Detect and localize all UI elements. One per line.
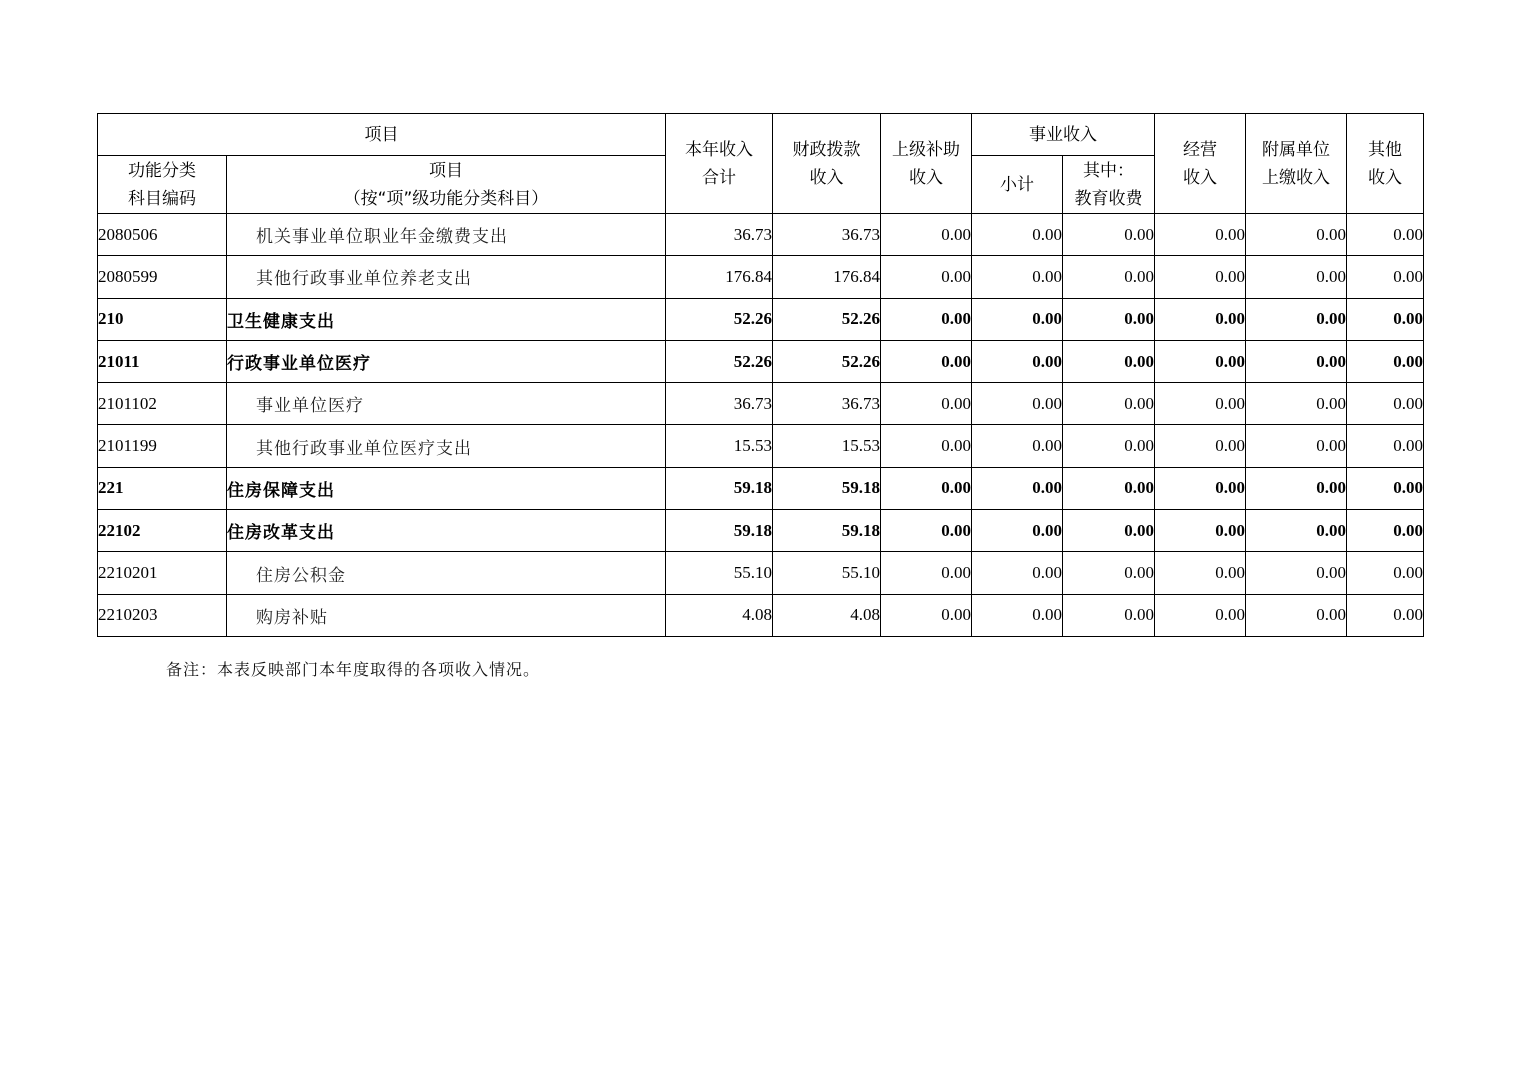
- cell-subsidy: 0.00: [881, 340, 972, 382]
- cell-total: 36.73: [666, 214, 773, 256]
- cell-affiliated: 0.00: [1246, 214, 1347, 256]
- cell-code: 221: [98, 467, 227, 509]
- header-edu: [1063, 156, 1155, 214]
- cell-affiliated: 0.00: [1246, 467, 1347, 509]
- header-career: 事业收入: [972, 114, 1155, 156]
- cell-name: 卫生健康支出: [227, 298, 666, 340]
- cell-fiscal: 176.84: [773, 256, 881, 298]
- table-row: [98, 510, 1424, 552]
- header-total: [666, 114, 773, 214]
- cell-total: 52.26: [666, 298, 773, 340]
- header-fiscal-line1: 财政拨款: [792, 139, 861, 160]
- cell-edu: 0.00: [1063, 298, 1155, 340]
- cell-other: 0.00: [1347, 425, 1424, 467]
- table-row: [98, 552, 1424, 594]
- cell-name: 住房保障支出: [227, 467, 666, 509]
- cell-subtotal: 0.00: [972, 256, 1063, 298]
- cell-total: 176.84: [666, 256, 773, 298]
- cell-other: 0.00: [1347, 298, 1424, 340]
- table-row: [98, 256, 1424, 298]
- cell-subtotal: 0.00: [972, 340, 1063, 382]
- cell-edu: 0.00: [1063, 552, 1155, 594]
- header-total-line1: 本年收入: [685, 139, 753, 160]
- header-name-line2: （按“项”级功能分类科目）: [343, 188, 549, 209]
- cell-edu: 0.00: [1063, 467, 1155, 509]
- cell-code: 2080599: [98, 256, 227, 298]
- cell-subsidy: 0.00: [881, 214, 972, 256]
- header-affiliated: [1246, 114, 1347, 214]
- cell-subsidy: 0.00: [881, 552, 972, 594]
- cell-name: 行政事业单位医疗: [227, 340, 666, 382]
- cell-other: 0.00: [1347, 256, 1424, 298]
- cell-code: 2210203: [98, 594, 227, 636]
- header-other-line1: 其他: [1368, 139, 1402, 160]
- cell-subsidy: 0.00: [881, 510, 972, 552]
- cell-fiscal: 52.26: [773, 298, 881, 340]
- cell-affiliated: 0.00: [1246, 340, 1347, 382]
- cell-name: 住房改革支出: [227, 510, 666, 552]
- header-name: [227, 156, 666, 214]
- cell-edu: 0.00: [1063, 594, 1155, 636]
- cell-fiscal: 59.18: [773, 467, 881, 509]
- cell-code: 2080506: [98, 214, 227, 256]
- header-affiliated-line1: 附属单位: [1262, 139, 1330, 160]
- cell-subsidy: 0.00: [881, 467, 972, 509]
- cell-code: 22102: [98, 510, 227, 552]
- cell-business: 0.00: [1155, 340, 1246, 382]
- header-edu-line1: 其中：: [1083, 160, 1134, 181]
- cell-subtotal: 0.00: [972, 214, 1063, 256]
- cell-total: 4.08: [666, 594, 773, 636]
- cell-name: 购房补贴: [227, 594, 666, 636]
- table-row: [98, 214, 1424, 256]
- cell-other: 0.00: [1347, 340, 1424, 382]
- cell-total: 55.10: [666, 552, 773, 594]
- header-subtotal: 小计: [972, 156, 1063, 214]
- cell-subtotal: 0.00: [972, 383, 1063, 425]
- cell-business: 0.00: [1155, 214, 1246, 256]
- cell-subtotal: 0.00: [972, 467, 1063, 509]
- cell-business: 0.00: [1155, 552, 1246, 594]
- header-name-line1: 项目: [429, 160, 463, 181]
- cell-subsidy: 0.00: [881, 383, 972, 425]
- cell-name: 其他行政事业单位医疗支出: [227, 425, 666, 467]
- cell-subtotal: 0.00: [972, 425, 1063, 467]
- table-row: [98, 425, 1424, 467]
- cell-code: 2210201: [98, 552, 227, 594]
- cell-total: 59.18: [666, 510, 773, 552]
- cell-subtotal: 0.00: [972, 510, 1063, 552]
- cell-name: 事业单位医疗: [227, 383, 666, 425]
- cell-business: 0.00: [1155, 594, 1246, 636]
- cell-fiscal: 36.73: [773, 214, 881, 256]
- cell-other: 0.00: [1347, 552, 1424, 594]
- cell-affiliated: 0.00: [1246, 298, 1347, 340]
- header-other: [1347, 114, 1424, 214]
- cell-name: 机关事业单位职业年金缴费支出: [227, 214, 666, 256]
- header-code-line1: 功能分类: [128, 160, 196, 181]
- header-fiscal: [773, 114, 881, 214]
- cell-affiliated: 0.00: [1246, 425, 1347, 467]
- header-subsidy-line2: 收入: [909, 167, 943, 188]
- cell-total: 36.73: [666, 383, 773, 425]
- cell-business: 0.00: [1155, 383, 1246, 425]
- cell-affiliated: 0.00: [1246, 256, 1347, 298]
- cell-total: 59.18: [666, 467, 773, 509]
- cell-name: 住房公积金: [227, 552, 666, 594]
- cell-affiliated: 0.00: [1246, 594, 1347, 636]
- cell-edu: 0.00: [1063, 383, 1155, 425]
- cell-business: 0.00: [1155, 256, 1246, 298]
- header-code: [98, 156, 227, 214]
- cell-subsidy: 0.00: [881, 594, 972, 636]
- cell-fiscal: 52.26: [773, 340, 881, 382]
- cell-code: 2101102: [98, 383, 227, 425]
- header-business-line2: 收入: [1183, 167, 1217, 188]
- income-table: [97, 113, 1424, 637]
- header-total-line2: 合计: [702, 167, 736, 188]
- cell-subsidy: 0.00: [881, 425, 972, 467]
- cell-code: 21011: [98, 340, 227, 382]
- cell-subtotal: 0.00: [972, 298, 1063, 340]
- table-row: [98, 594, 1424, 636]
- cell-subtotal: 0.00: [972, 594, 1063, 636]
- header-other-line2: 收入: [1368, 167, 1402, 188]
- cell-name: 其他行政事业单位养老支出: [227, 256, 666, 298]
- cell-business: 0.00: [1155, 467, 1246, 509]
- cell-fiscal: 59.18: [773, 510, 881, 552]
- table-row: [98, 383, 1424, 425]
- header-subsidy-line1: 上级补助: [892, 139, 960, 160]
- table-row: [98, 298, 1424, 340]
- header-affiliated-line2: 上缴收入: [1262, 167, 1330, 188]
- cell-edu: 0.00: [1063, 256, 1155, 298]
- cell-total: 15.53: [666, 425, 773, 467]
- cell-business: 0.00: [1155, 510, 1246, 552]
- cell-affiliated: 0.00: [1246, 510, 1347, 552]
- header-edu-line2: 教育收费: [1074, 188, 1143, 209]
- cell-other: 0.00: [1347, 467, 1424, 509]
- cell-other: 0.00: [1347, 214, 1424, 256]
- cell-fiscal: 36.73: [773, 383, 881, 425]
- cell-business: 0.00: [1155, 298, 1246, 340]
- cell-edu: 0.00: [1063, 214, 1155, 256]
- header-code-line2: 科目编码: [128, 188, 196, 209]
- table-body: [98, 214, 1424, 637]
- cell-subtotal: 0.00: [972, 552, 1063, 594]
- cell-other: 0.00: [1347, 510, 1424, 552]
- cell-business: 0.00: [1155, 425, 1246, 467]
- table-header: [98, 114, 1424, 214]
- table-row: [98, 340, 1424, 382]
- table-note: 备注：本表反映部门本年度取得的各项收入情况。: [166, 660, 541, 679]
- cell-edu: 0.00: [1063, 510, 1155, 552]
- header-fiscal-line2: 收入: [809, 167, 844, 188]
- cell-subsidy: 0.00: [881, 298, 972, 340]
- header-business: [1155, 114, 1246, 214]
- cell-total: 52.26: [666, 340, 773, 382]
- cell-fiscal: 4.08: [773, 594, 881, 636]
- cell-edu: 0.00: [1063, 425, 1155, 467]
- cell-code: 2101199: [98, 425, 227, 467]
- cell-edu: 0.00: [1063, 340, 1155, 382]
- cell-fiscal: 55.10: [773, 552, 881, 594]
- header-project: 项目: [98, 114, 666, 156]
- cell-other: 0.00: [1347, 383, 1424, 425]
- cell-affiliated: 0.00: [1246, 552, 1347, 594]
- table-row: [98, 467, 1424, 509]
- header-business-line1: 经营: [1183, 139, 1217, 160]
- cell-fiscal: 15.53: [773, 425, 881, 467]
- cell-other: 0.00: [1347, 594, 1424, 636]
- cell-subsidy: 0.00: [881, 256, 972, 298]
- cell-code: 210: [98, 298, 227, 340]
- header-subsidy: [881, 114, 972, 214]
- cell-affiliated: 0.00: [1246, 383, 1347, 425]
